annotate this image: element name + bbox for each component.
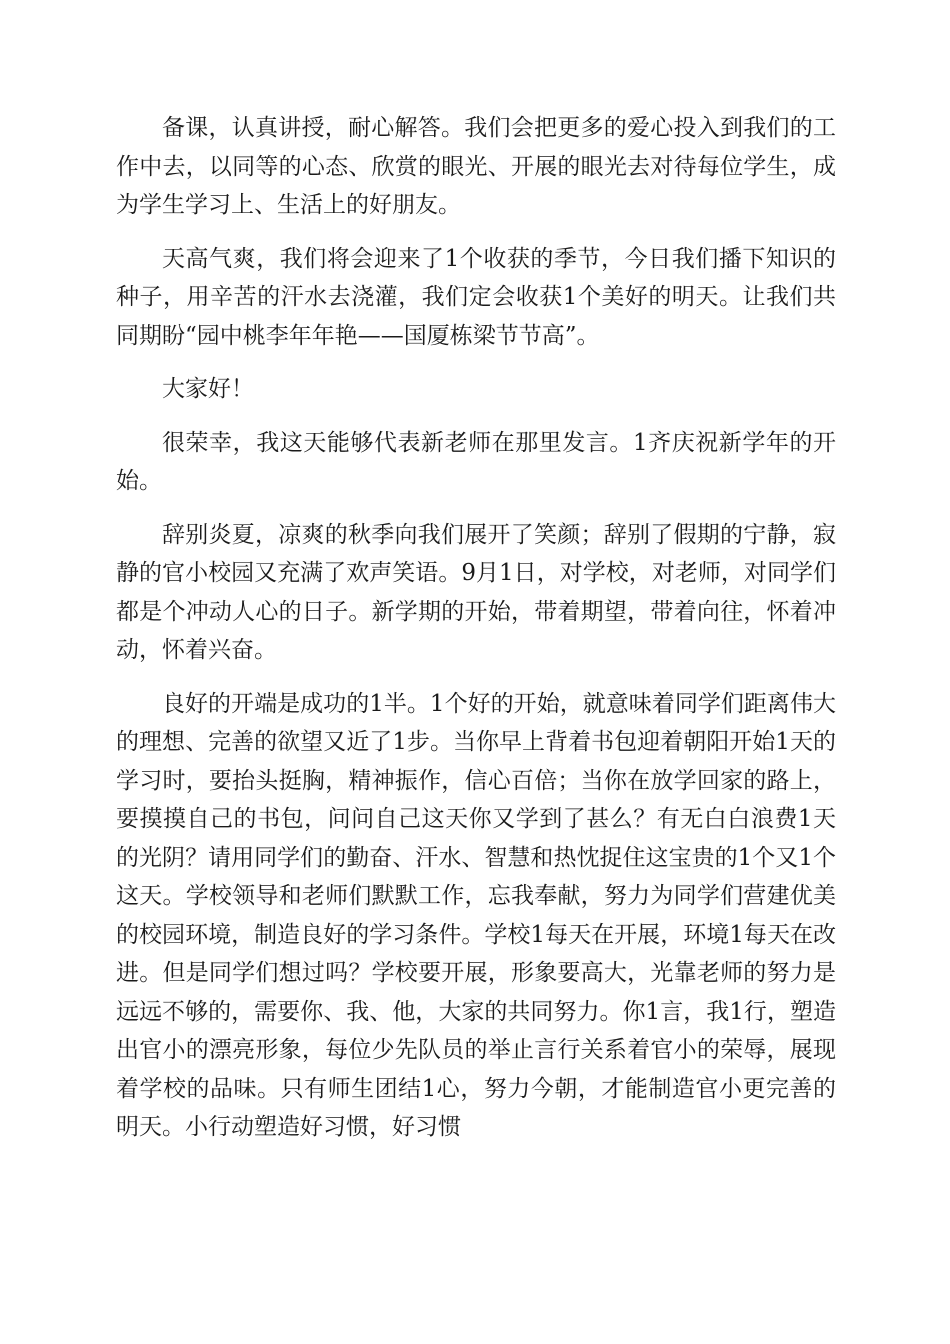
paragraph-2: 天高气爽，我们将会迎来了1个收获的季节，今日我们播下知识的种子，用辛苦的汗水去浇灌，我们定会收获1个美好的明天。让我们共同期盼“园中桃李年年艳——国厦栋梁节节高”。 xyxy=(116,245,836,349)
paragraph-6: 良好的开端是成功的1半。1个好的开始，就意味着同学们距离伟大的理想、完善的欲望又近了1步。当你早上背着书包迎着朝阳开始1天的学习时，要抬头挺胸，精神振作，信心百倍；当你在放学回家的路上，要摸摸自己的书包，问问自己这天你又学到了甚么？有无白白浪费1天的光阴？请用同学们的勤奋、汗水、智慧和热忱捉住这宝贵的1个又1个这天。学校领导和老师们默默工作，忘我奉献，努力为同学们营建优美的校园环境，制造良好的学习条件。学校1每天在开展，环境1每天在改进。但是同学们想过吗？学校要开展，形象要高大，光靠老师的努力是远远不够的，需要你、我、他，大家的共同努力。你1言，我1行，塑造出官小的漂亮形象，每位少先队员的举止言行关系着官小的荣辱，展现着学校的品味。只有师生团结1心，努力今朝，才能制造官小更完善的明天。小行动塑造好习惯，好习惯 xyxy=(116,690,836,1140)
paragraph-5: 辞别炎夏，凉爽的秋季向我们展开了笑颜；辞别了假期的宁静，寂静的官小校园又充满了欢声笑语。9月1日，对学校，对老师，对同学们都是个冲动人心的日子。新学期的开始，带着期望，带着向往，怀着冲动，怀着兴奋。 xyxy=(116,521,836,663)
paragraph-3: 大家好！ xyxy=(162,376,254,402)
document-body xyxy=(116,109,836,1162)
paragraph-4: 很荣幸，我这天能够代表新老师在那里发言。1齐庆祝新学年的开始。 xyxy=(116,429,836,494)
paragraph-1: 备课，认真讲授，耐心解答。我们会把更多的爱心投入到我们的工作中去，以同等的心态、欣赏的眼光、开展的眼光去对待每位学生，成为学生学习上、生活上的好朋友。 xyxy=(116,115,836,218)
